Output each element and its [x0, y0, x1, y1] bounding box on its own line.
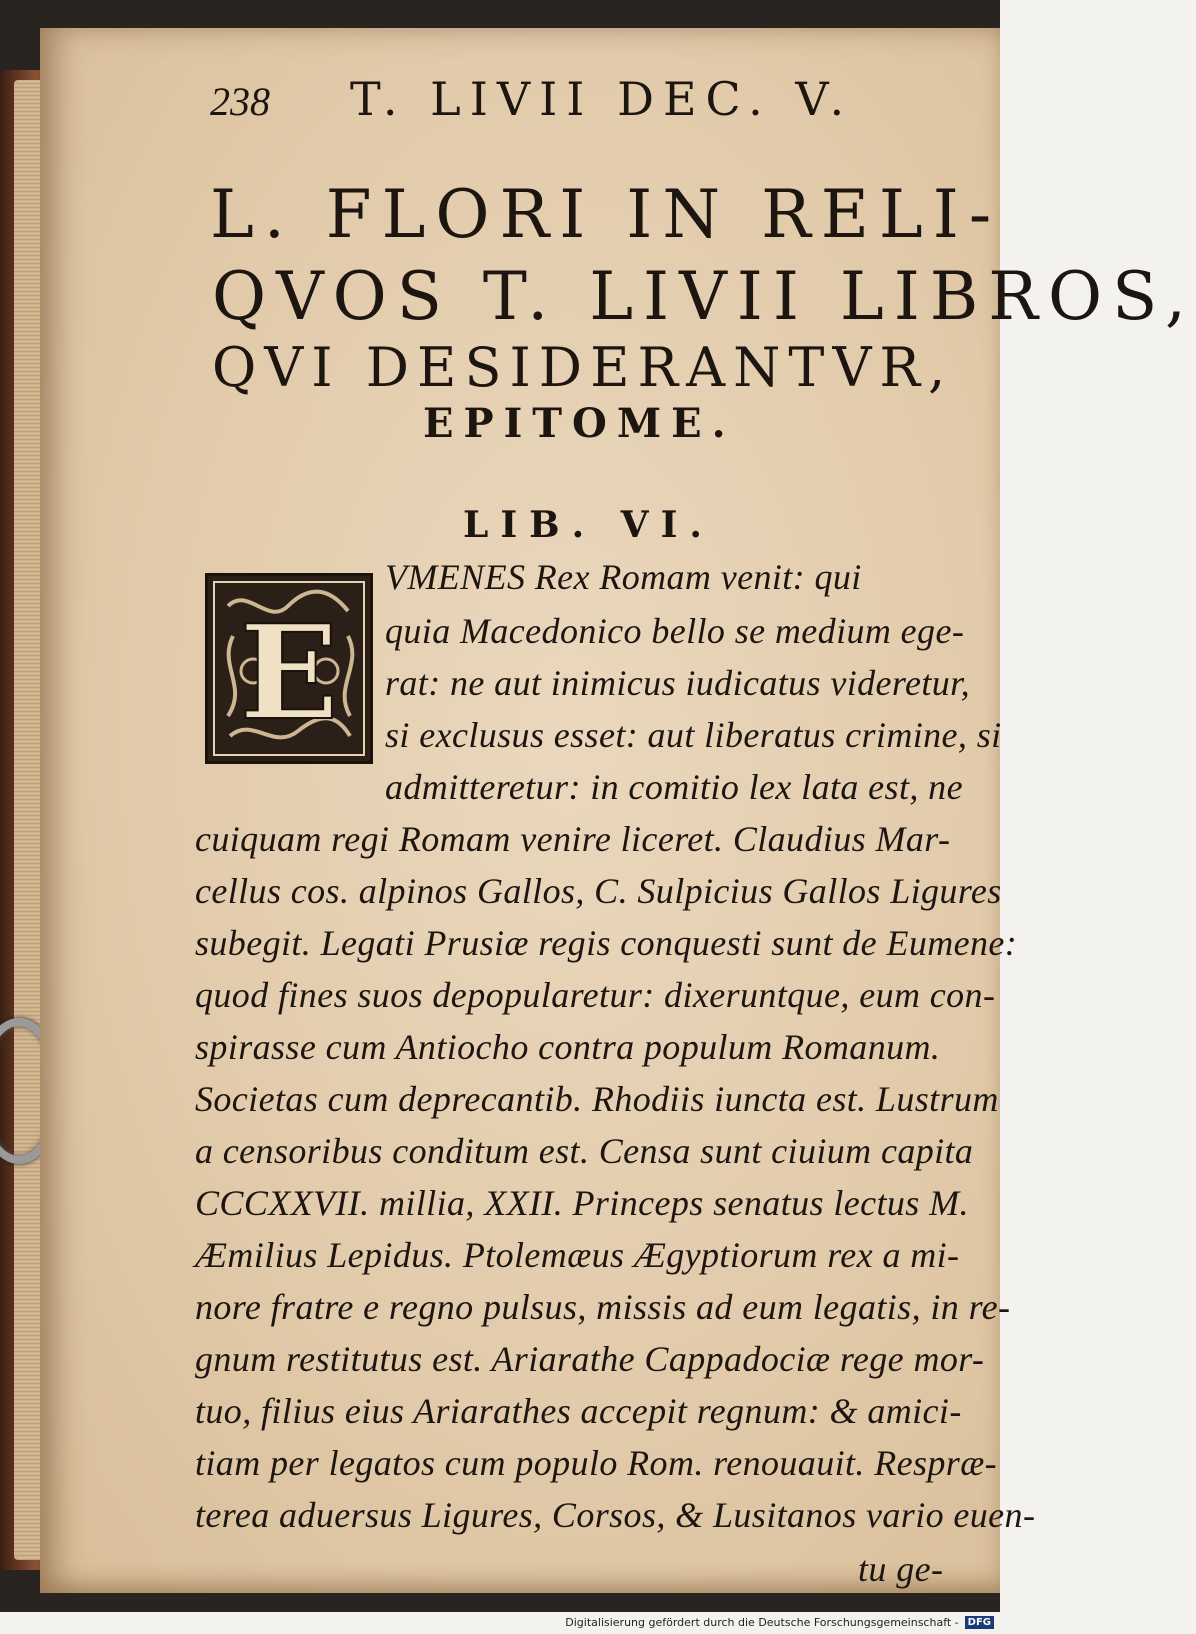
catchword: tu ge- — [858, 1549, 944, 1589]
title-line-3: QVI DESIDERANTVR, — [212, 336, 954, 399]
text-line: CCCXXVII. millia, XXII. Princeps senatus lectus M. — [195, 1183, 969, 1223]
text-line: tuo, filius eius Ariarathes accepit regnum: & amici- — [195, 1391, 962, 1431]
title-line-1: L. FLORI IN RELI- — [210, 176, 1002, 253]
text-line: quia Macedonico bello se medium ege- — [385, 611, 965, 651]
book-page — [40, 28, 1196, 1593]
svg-text:E: E — [239, 596, 339, 749]
text-line: nore fratre e regno pulsus, missis ad eum legatis, in re- — [195, 1287, 1011, 1327]
text-line: cellus cos. alpinos Gallos, C. Sulpicius Gallos Ligures — [195, 871, 1002, 911]
book-heading: LIB. VI. — [463, 504, 714, 546]
running-head — [210, 72, 853, 126]
text-line: si exclusus esset: aut liberatus crimine, si — [385, 715, 1002, 755]
text-line: spirasse cum Antiocho contra populum Romanum. — [195, 1027, 941, 1067]
decorated-initial — [205, 573, 373, 764]
text-line: quod fines suos depopularetur: dixeruntque, eum con- — [195, 975, 996, 1015]
running-head-text: T. LIVII DEC. V. — [350, 72, 854, 126]
text-line: a censoribus conditum est. Censa sunt ciuium capita — [195, 1131, 974, 1171]
text-line: rat: ne aut inimicus iudicatus videretur, — [385, 663, 970, 703]
ornament-icon — [208, 576, 370, 761]
text-line: Societas cum deprecantib. Rhodiis iuncta est. Lustrum — [195, 1079, 999, 1119]
text-line: subegit. Legati Prusiæ regis conquesti sunt de Eumene: — [195, 923, 1018, 963]
title-line-2: QVOS T. LIVII LIBROS, — [212, 258, 1196, 335]
text-line: cuiquam regi Romam venire liceret. Claudius Mar- — [195, 819, 951, 859]
dfg-logo: DFG — [965, 1616, 994, 1629]
text-line: tiam per legatos cum populo Rom. renouauit. Respræ- — [195, 1443, 997, 1483]
page-number: 238 — [210, 79, 270, 124]
text-line: admitteretur: in comitio lex lata est, ne — [385, 767, 963, 807]
credit-text: Digitalisierung gefördert durch die Deutsche Forschungsgemeinschaft - — [565, 1615, 959, 1629]
text-line: gnum restitutus est. Ariarathe Cappadociæ rege mor- — [195, 1339, 985, 1379]
digitization-credit — [565, 1612, 994, 1632]
title-line-4: EPITOME. — [423, 400, 736, 447]
text-line: terea aduersus Ligures, Corsos, & Lusitanos vario euen- — [195, 1495, 1036, 1535]
text-line: VMENES Rex Romam venit: qui — [385, 557, 862, 597]
text-line: Æmilius Lepidus. Ptolemæus Ægyptiorum rex a mi- — [195, 1235, 960, 1275]
